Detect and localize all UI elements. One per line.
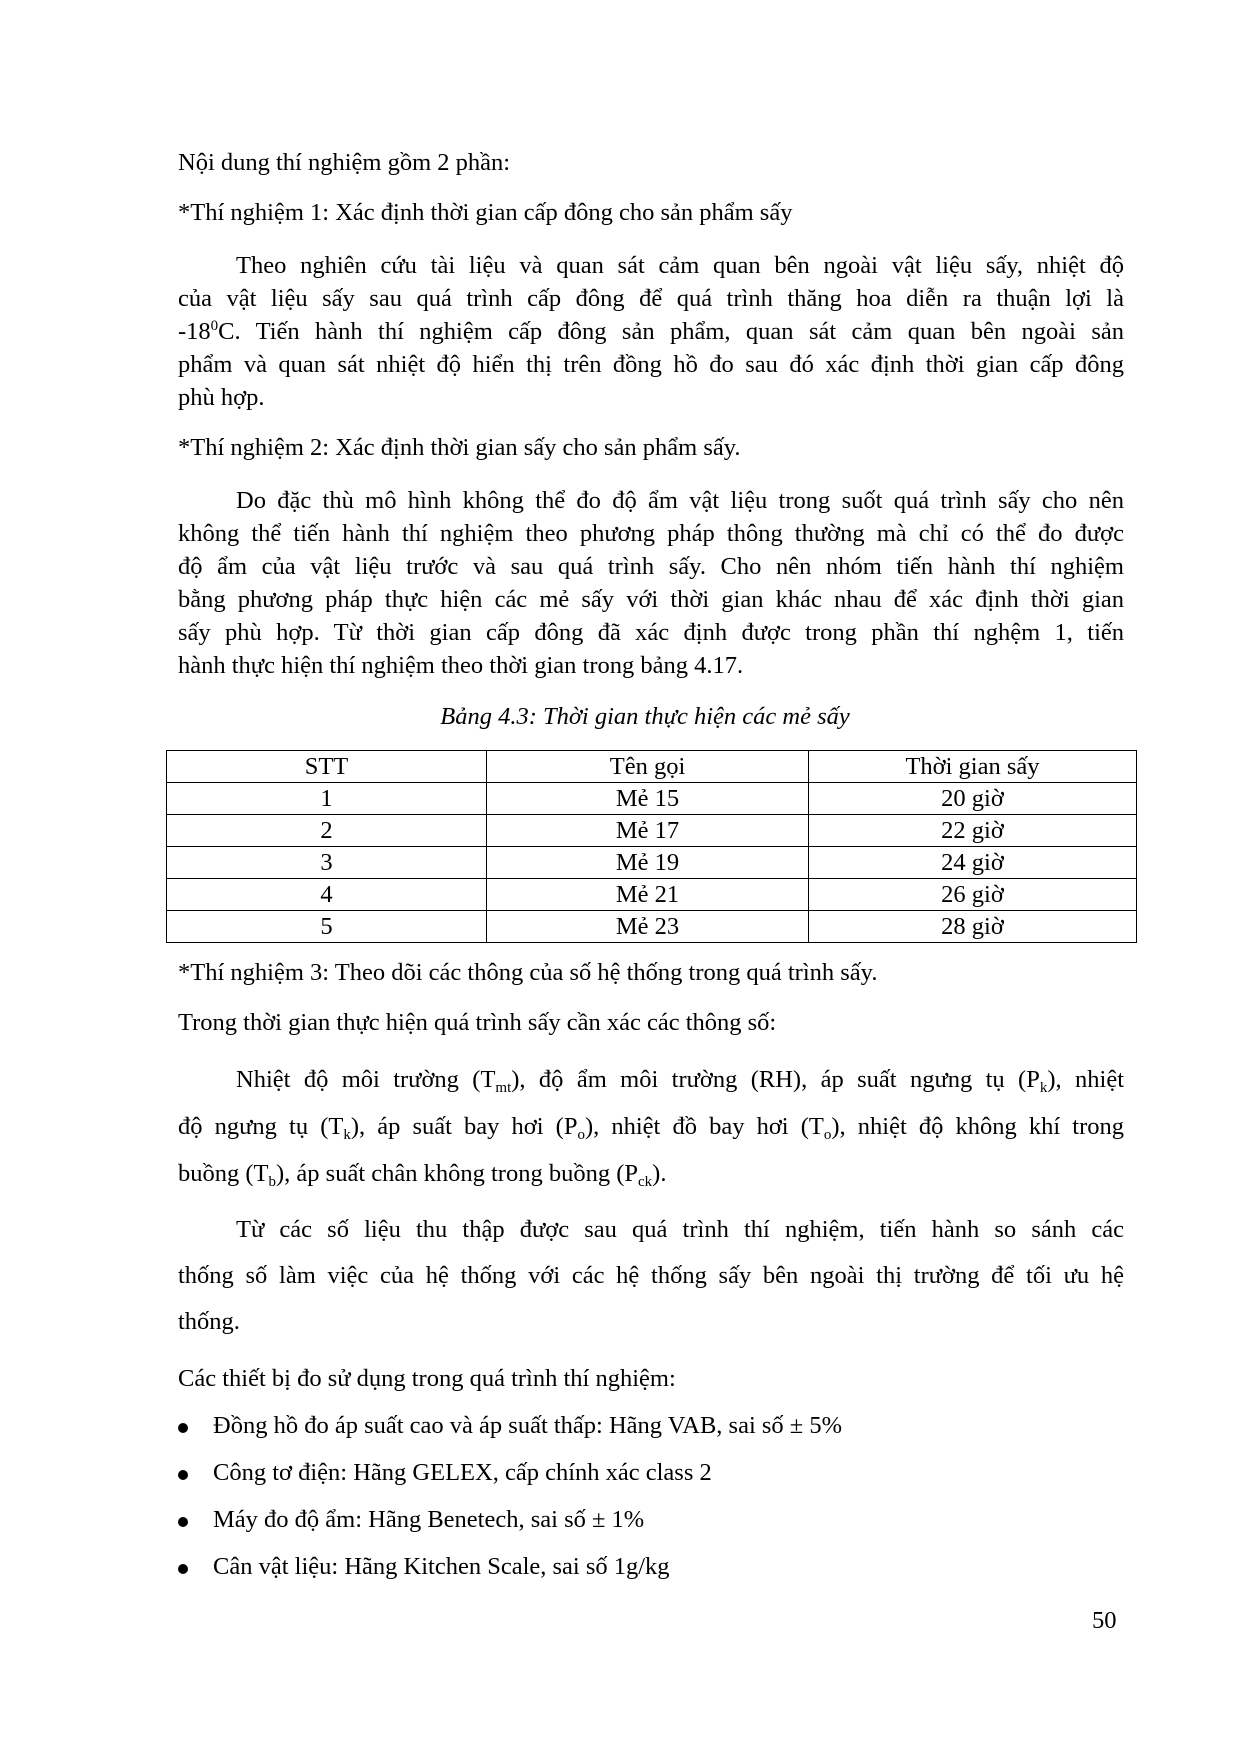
table-row [167, 847, 1137, 879]
paragraph-line: độ ngưng tụ $(T_k)$, áp suất bay hơi $(P_o)$, nhiệt đồ bay hơi $(T_o)$, nhiệt độ không khí trong [178, 1113, 1124, 1143]
table-cell: 22 giờ [809, 815, 1137, 847]
table-caption: Bảng 4.3: Thời gian thực hiện các mẻ sấy [440, 703, 850, 730]
table-cell: Mẻ 17 [487, 815, 809, 847]
superscript: 0 [210, 318, 219, 334]
table-cell: 5 [167, 911, 487, 943]
paragraph-line: bằng phương pháp thực hiện các mẻ sấy với thời gian khác nhau để xác định thời gian [178, 586, 1124, 613]
bullet-icon [178, 1517, 188, 1527]
table-header-row [167, 751, 1137, 783]
table-cell: 20 giờ [809, 783, 1137, 815]
table-cell: Mẻ 15 [487, 783, 809, 815]
list-item: Máy đo độ ẩm: Hãng Benetech, sai số ± 1% [213, 1506, 645, 1533]
paragraph-line: phù hợp. [178, 384, 265, 411]
table-header-cell: STT [167, 751, 487, 783]
paragraph-line: sấy phù hợp. Từ thời gian cấp đông đã xác định được trong phần thí nghệm 1, tiến [178, 619, 1124, 646]
table-cell: 28 giờ [809, 911, 1137, 943]
paragraph-line: độ ẩm của vật liệu trước và sau quá trình sấy. Cho nên nhóm tiến hành thí nghiệm [178, 553, 1124, 580]
page-number: 50 [1092, 1607, 1117, 1634]
intro-text: Nội dung thí nghiệm gồm 2 phần: [178, 149, 511, 176]
paragraph-line: Nhiệt độ môi trường $(T_{mt})$, độ ẩm môi trường (RH), áp suất ngưng tụ $(P_k)$, nhiệt [236, 1066, 1125, 1096]
paragraph-line: hành thực hiện thí nghiệm theo thời gian trong bảng 4.17. [178, 652, 744, 679]
bullet-icon [178, 1423, 188, 1433]
drying-batches-table [166, 750, 1137, 943]
table-cell: Mẻ 19 [487, 847, 809, 879]
list-item: Công tơ điện: Hãng GELEX, cấp chính xác class 2 [213, 1459, 712, 1486]
experiment-2-heading: *Thí nghiệm 2: Xác định thời gian sấy cho sản phẩm sấy. [178, 434, 741, 461]
bullet-icon [178, 1470, 188, 1480]
paragraph-line: phẩm và quan sát nhiệt độ hiển thị trên đồng hồ đo sau đó xác định thời gian cấp đông [178, 351, 1124, 378]
table-row [167, 879, 1137, 911]
table-cell: 2 [167, 815, 487, 847]
list-item: Đồng hồ đo áp suất cao và áp suất thấp: Hãng VAB, sai số ± 5% [213, 1412, 843, 1439]
list-item: Cân vật liệu: Hãng Kitchen Scale, sai số 1g/kg [213, 1553, 670, 1580]
paragraph-line: Từ các số liệu thu thập được sau quá trình thí nghiệm, tiến hành so sánh các [236, 1216, 1124, 1243]
experiment-3-heading: *Thí nghiệm 3: Theo dõi các thông của số hệ thống trong quá trình sấy. [178, 959, 878, 986]
experiment-3-intro: Trong thời gian thực hiện quá trình sấy cần xác các thông số: [178, 1009, 777, 1036]
table-row [167, 911, 1137, 943]
paragraph-line: Theo nghiên cứu tài liệu và quan sát cảm quan bên ngoài vật liệu sấy, nhiệt độ [236, 252, 1124, 279]
table-cell: 24 giờ [809, 847, 1137, 879]
paragraph-line: Do đặc thù mô hình không thể đo độ ẩm vật liệu trong suốt quá trình sấy cho nên [236, 487, 1124, 514]
table-row [167, 783, 1137, 815]
table-cell: Mẻ 23 [487, 911, 809, 943]
bullet-icon [178, 1564, 188, 1574]
table-cell: 26 giờ [809, 879, 1137, 911]
devices-intro: Các thiết bị đo sử dụng trong quá trình thí nghiệm: [178, 1365, 676, 1392]
table-cell: Mẻ 21 [487, 879, 809, 911]
paragraph-line: buồng $(T_b)$, áp suất chân không trong buồng $(P_{ck})$. [178, 1160, 667, 1190]
paragraph-line: của vật liệu sấy sau quá trình cấp đông để quá trình thăng hoa diễn ra thuận lợi là [178, 285, 1124, 312]
table-cell: 1 [167, 783, 487, 815]
experiment-1-heading: *Thí nghiệm 1: Xác định thời gian cấp đông cho sản phẩm sấy [178, 199, 793, 226]
paragraph-line: thống số làm việc của hệ thống với các hệ thống sấy bên ngoài thị trường để tối ưu hệ [178, 1262, 1124, 1289]
table-header-cell: Thời gian sấy [809, 751, 1137, 783]
table-cell: 3 [167, 847, 487, 879]
paragraph-line: không thể tiến hành thí nghiệm theo phương pháp thông thường mà chỉ có thể đo được [178, 520, 1124, 547]
paragraph-line: $-18^0C$. Tiến hành thí nghiệm cấp đông sản phẩm, quan sát cảm quan bên ngoài sản [178, 318, 1124, 345]
table-row [167, 815, 1137, 847]
table-cell: 4 [167, 879, 487, 911]
table-header-cell: Tên gọi [487, 751, 809, 783]
paragraph-line: thống. [178, 1308, 240, 1335]
